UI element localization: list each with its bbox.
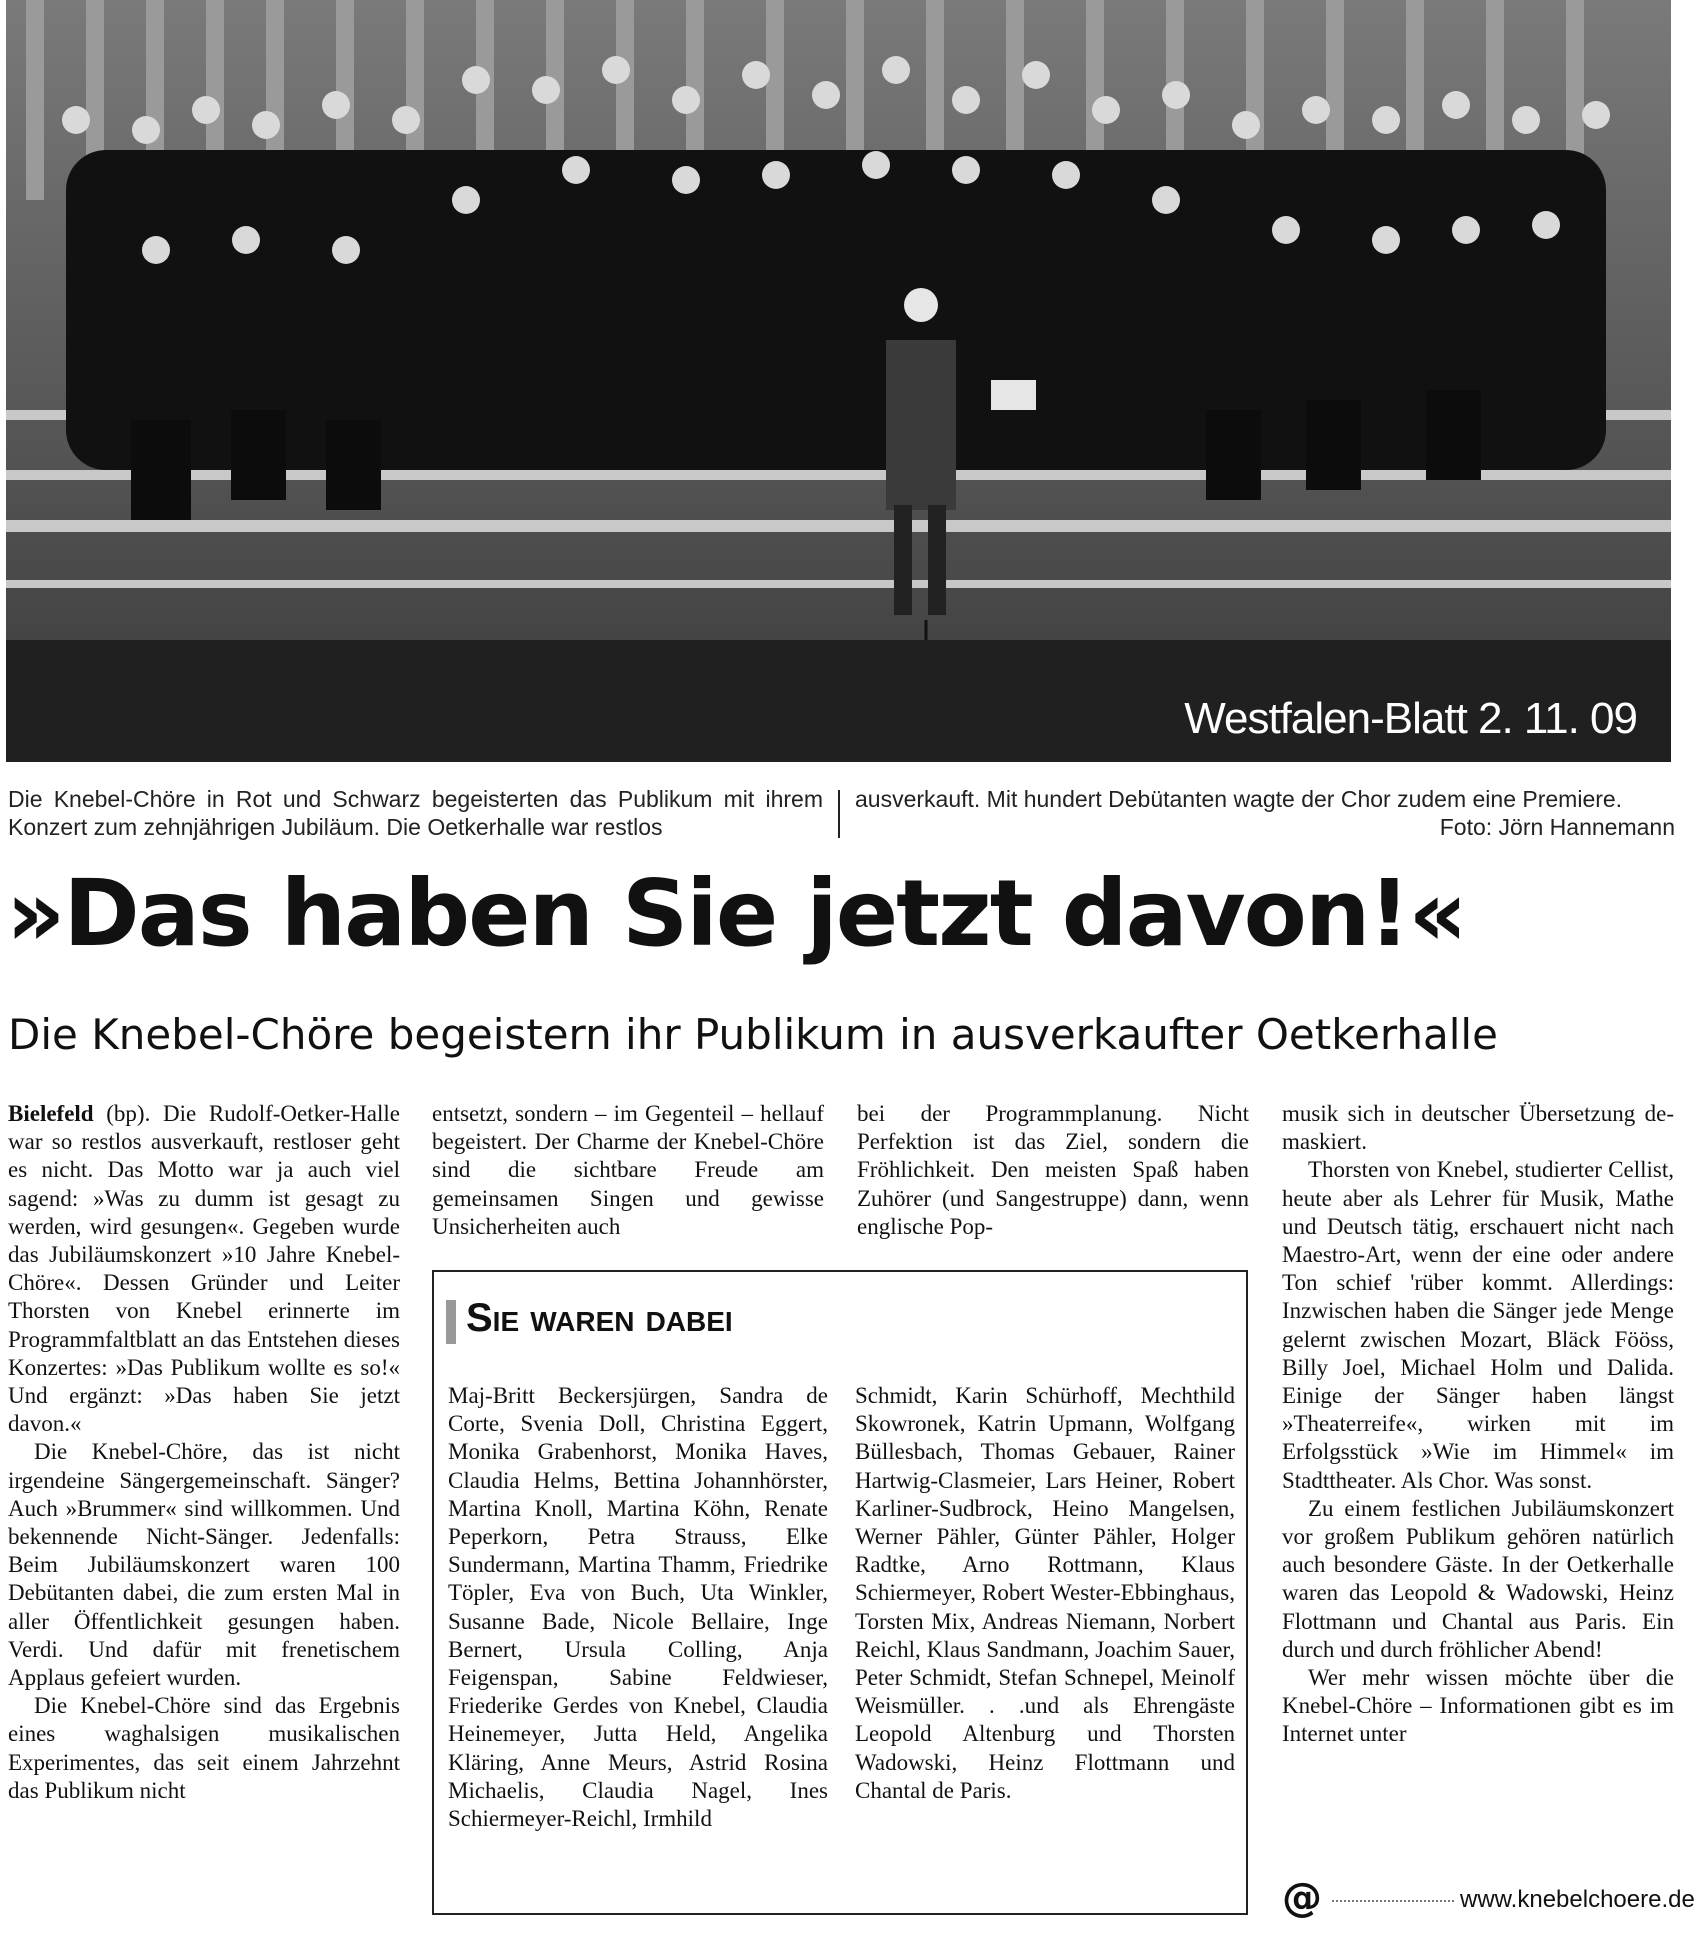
choir-photo-illustration xyxy=(6,0,1671,762)
box-title-bar xyxy=(446,1300,456,1344)
article-column-4 xyxy=(1282,1100,1674,1749)
caption-divider xyxy=(838,790,840,838)
website-url[interactable]: www.knebelchoere.de xyxy=(1460,1886,1695,1913)
participants-list-2: Schmidt, Karin Schürhoff, Mechthild Skowronek, Katrin Upmann, Wolfgang Büllesbach, Thomas Gebauer, Rainer Hartwig-Clasmeier, Lars Heiner, Robert Karliner-Sudbrock, Heino Mangelsen, Werner Pähler, Günter Pähler, Holger Radtke, Arno Rottmann, Klaus Schiermeyer, Robert Wester-Ebbinghaus, Torsten Mix, Andreas Niemann, Norbert Reichl, Klaus Sandmann, Joachim Sauer, Peter Schmidt, Stefan Schnepel, Meinolf Weismüller. . .und als Ehrengäste Leopold Altenburg und Thorsten Wadowski, Heinz Flottmann und Chantal de Paris. xyxy=(855,1383,1235,1803)
article-paragraph: Zu einem festlichen Jubiläumskonzert vor großem Publikum gehören natürlich auch besondere Gäste. In der Oetkerhalle waren das Leopold & Wadowski, Heinz Flottmann und Chantal aus Paris. Ein durch und durch fröhlicher Abend! xyxy=(1282,1495,1674,1662)
article-paragraph: Die Knebel-Chöre, das ist nicht irgendeine Sängergemeinschaft. Sänger? Auch »Brummer« sind willkommen. Und bekennende Nicht-Sänger. Jedenfalls: Beim Jubiläumskonzert waren 100 Debütanten dabei, die zum ersten Mal in aller Öffentlichkeit gesungen haben. Verdi. Und dafür mit frenetischem Applaus gefeiert wurden. xyxy=(8,1439,400,1691)
headline: »Das haben Sie jetzt davon!« xyxy=(6,860,1466,967)
article-column-1 xyxy=(8,1100,400,1805)
article-column-3 xyxy=(857,1100,1249,1241)
choir-photo xyxy=(6,0,1671,762)
participants-box xyxy=(432,1270,1248,1915)
photo-caption-right xyxy=(855,785,1675,841)
box-title: Sie waren dabei xyxy=(466,1296,733,1340)
article-paragraph: musik sich in deutscher Übersetzung de-maskiert. xyxy=(1282,1101,1674,1155)
article-paragraph: Wer mehr wissen möchte über die Knebel-Chöre – Informationen gibt es im Internet unter xyxy=(1282,1665,1674,1747)
article-paragraph: Bielefeld (bp). Die Rudolf-Oetker-Halle war so restlos ausverkauft, restloser geht es nicht. Das Motto war ja auch viel sagend: »Was zu dumm ist gesagt zu werden, wird gesungen«. Gegeben wurde das Jubiläumskonzert »10 Jahre Knebel-Chöre«. Dessen Gründer und Leiter Thorsten von Knebel erinnerte im Programmfaltblatt an das Entstehen dieses Konzertes: »Das Publikum wollte es so!« Und ergänzt: »Das haben Sie jetzt davon.« xyxy=(8,1101,400,1437)
article-paragraph: Die Knebel-Chöre sind das Ergebnis eines waghalsigen musikalischen Experimentes, das seit einem Jahrzehnt das Publikum nicht xyxy=(8,1693,400,1803)
article-paragraph: entsetzt, sondern – im Gegenteil – hellauf begeistert. Der Charme der Knebel-Chöre sind die sichtbare Freude am gemeinsamen Singen und gewisse Unsicherheiten auch xyxy=(432,1101,824,1239)
at-icon: @ xyxy=(1282,1875,1322,1921)
photo-credit-stamp: Westfalen-Blatt 2. 11. 09 xyxy=(1184,694,1637,743)
photo-caption-text: ausverkauft. Mit hundert Debütanten wagte der Chor zudem eine Premiere. xyxy=(855,786,1623,812)
subheadline: Die Knebel-Chöre begeistern ihr Publikum in ausverkaufter Oetkerhalle xyxy=(8,1010,1498,1059)
article-paragraph: Thorsten von Knebel, studierter Cellist, heute aber als Lehrer für Musik, Mathe und Deutsch tätig, erschauert nicht nach Maestro-Art, wenn der eine oder andere Ton schief 'rüber kommt. Allerdings: Inzwischen haben die Sänger jede Menge gelernt zwischen Mozart, Bläck Fööss, Billy Joel, Michael Holm und Dalida. Einige der Sänger haben längst »Theaterreife«, wirken mit im Erfolgsstück »Wie im Himmel« im Stadttheater. Als Chor. Was sonst. xyxy=(1282,1157,1674,1493)
photo-caption-left: Die Knebel-Chöre in Rot und Schwarz begeisterten das Publikum mit ihrem Konzert zum zehnjährigen Jubiläum. Die Oetkerhalle war restlos xyxy=(8,786,823,840)
article-paragraph: bei der Programmplanung. Nicht Perfektion ist das Ziel, sondern die Fröhlichkeit. Den meisten Spaß haben Zuhörer (und Sangestruppe) dann, wenn englische Pop- xyxy=(857,1101,1249,1239)
participants-list-1: Maj-Britt Beckersjürgen, Sandra de Corte, Svenia Doll, Christina Eggert, Monika Grabenhorst, Monika Haves, Claudia Helms, Bettina Johannhörster, Martina Knoll, Martina Köhn, Renate Peperkorn, Petra Strauss, Elke Sundermann, Martina Thamm, Friedrike Töpler, Eva von Buch, Uta Winkler, Susanne Bade, Nicole Bellaire, Inge Bernert, Ursula Colling, Anja Feigenspan, Sabine Feldwieser, Friederike Gerdes von Knebel, Claudia Heinemeyer, Jutta Held, Angelika Kläring, Anne Meurs, Astrid Rosina Michaelis, Claudia Nagel, Ines Schiermeyer-Reichl, Irmhild xyxy=(448,1383,828,1832)
dotted-leader xyxy=(1332,1900,1454,1902)
photographer-credit: Foto: Jörn Hannemann xyxy=(1439,814,1675,840)
dateline: Bielefeld xyxy=(8,1101,94,1126)
article-column-2 xyxy=(432,1100,824,1241)
